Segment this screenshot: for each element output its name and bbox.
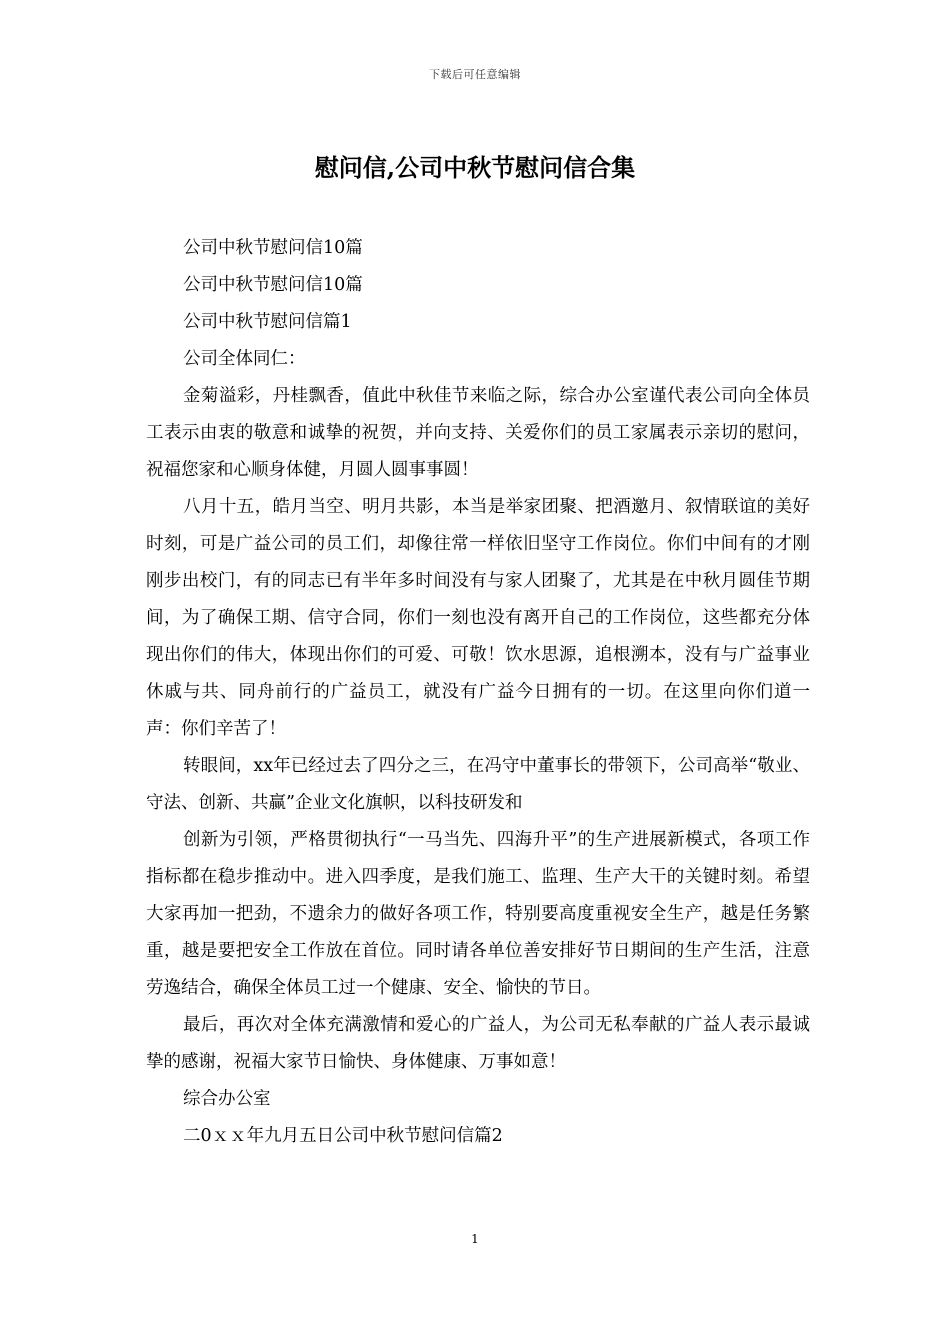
subtitle-line-1: 公司中秋节慰问信10篇	[183, 238, 363, 258]
date-and-next-heading: 二0ｘｘ年九月五日公司中秋节慰问信篇2	[183, 1126, 503, 1146]
body-paragraph-innovation: 创新为引领，严格贯彻执行“一马当先、四海升平”的生产进展新模式，各项工作指标都在稳步推动中。进入四季度，是我们施工、监理、生产大干的关键时刻。希望大家再加一把劲，不遗余力的做好各项工作，特别要高度重视安全生产，越是任务繁重，越是要把安全工作放在首位。同时请各单位善安排好节日期间的生产生活，注意劳逸结合，确保全体员工过一个健康、安全、愉快的节日。	[146, 830, 810, 998]
document-title: 慰问信,公司中秋节慰问信合集	[314, 153, 636, 182]
body-paragraph-progress: 转眼间，xx年已经过去了四分之三，在冯守中董事长的带领下，公司高举“敬业、守法、创新、共赢”企业文化旗帜，以科技研发和	[146, 756, 810, 813]
header-note: 下载后可任意编辑	[429, 68, 521, 81]
page-number: 1	[471, 1232, 479, 1246]
body-paragraph-closing: 最后，再次对全体充满激情和爱心的广益人，为公司无私奉献的广益人表示最诚挚的感谢，祝福大家节日愉快、身体健康、万事如意！	[146, 1015, 810, 1072]
signature-office: 综合办公室	[183, 1089, 271, 1109]
body-paragraph-greeting: 金菊溢彩，丹桂飘香，值此中秋佳节来临之际，综合办公室谨代表公司向全体员工表示由衷的敬意和诚挚的祝贺，并向支持、关爱你们的员工家属表示亲切的慰问，祝福您家和心顺身体健，月圆人圆事事圆！	[146, 386, 810, 480]
salutation: 公司全体同仁：	[183, 349, 306, 369]
subtitle-line-2: 公司中秋节慰问信10篇	[183, 275, 363, 295]
body-paragraph-midautumn: 八月十五，皓月当空、明月共影，本当是举家团聚、把酒邀月、叙情联谊的美好时刻，可是广益公司的员工们，却像往常一样依旧坚守工作岗位。你们中间有的才刚刚步出校门，有的同志已有半年多时间没有与家人团聚了，尤其是在中秋月圆佳节期间，为了确保工期、信守合同，你们一刻也没有离开自己的工作岗位，这些都充分体现出你们的伟大，体现出你们的可爱、可敬！饮水思源，追根溯本，没有与广益事业休戚与共、同舟前行的广益员工，就没有广益今日拥有的一切。在这里向你们道一声：你们辛苦了！	[146, 497, 810, 739]
section-heading-letter-1: 公司中秋节慰问信篇1	[183, 312, 352, 332]
document-body	[146, 230, 810, 1155]
